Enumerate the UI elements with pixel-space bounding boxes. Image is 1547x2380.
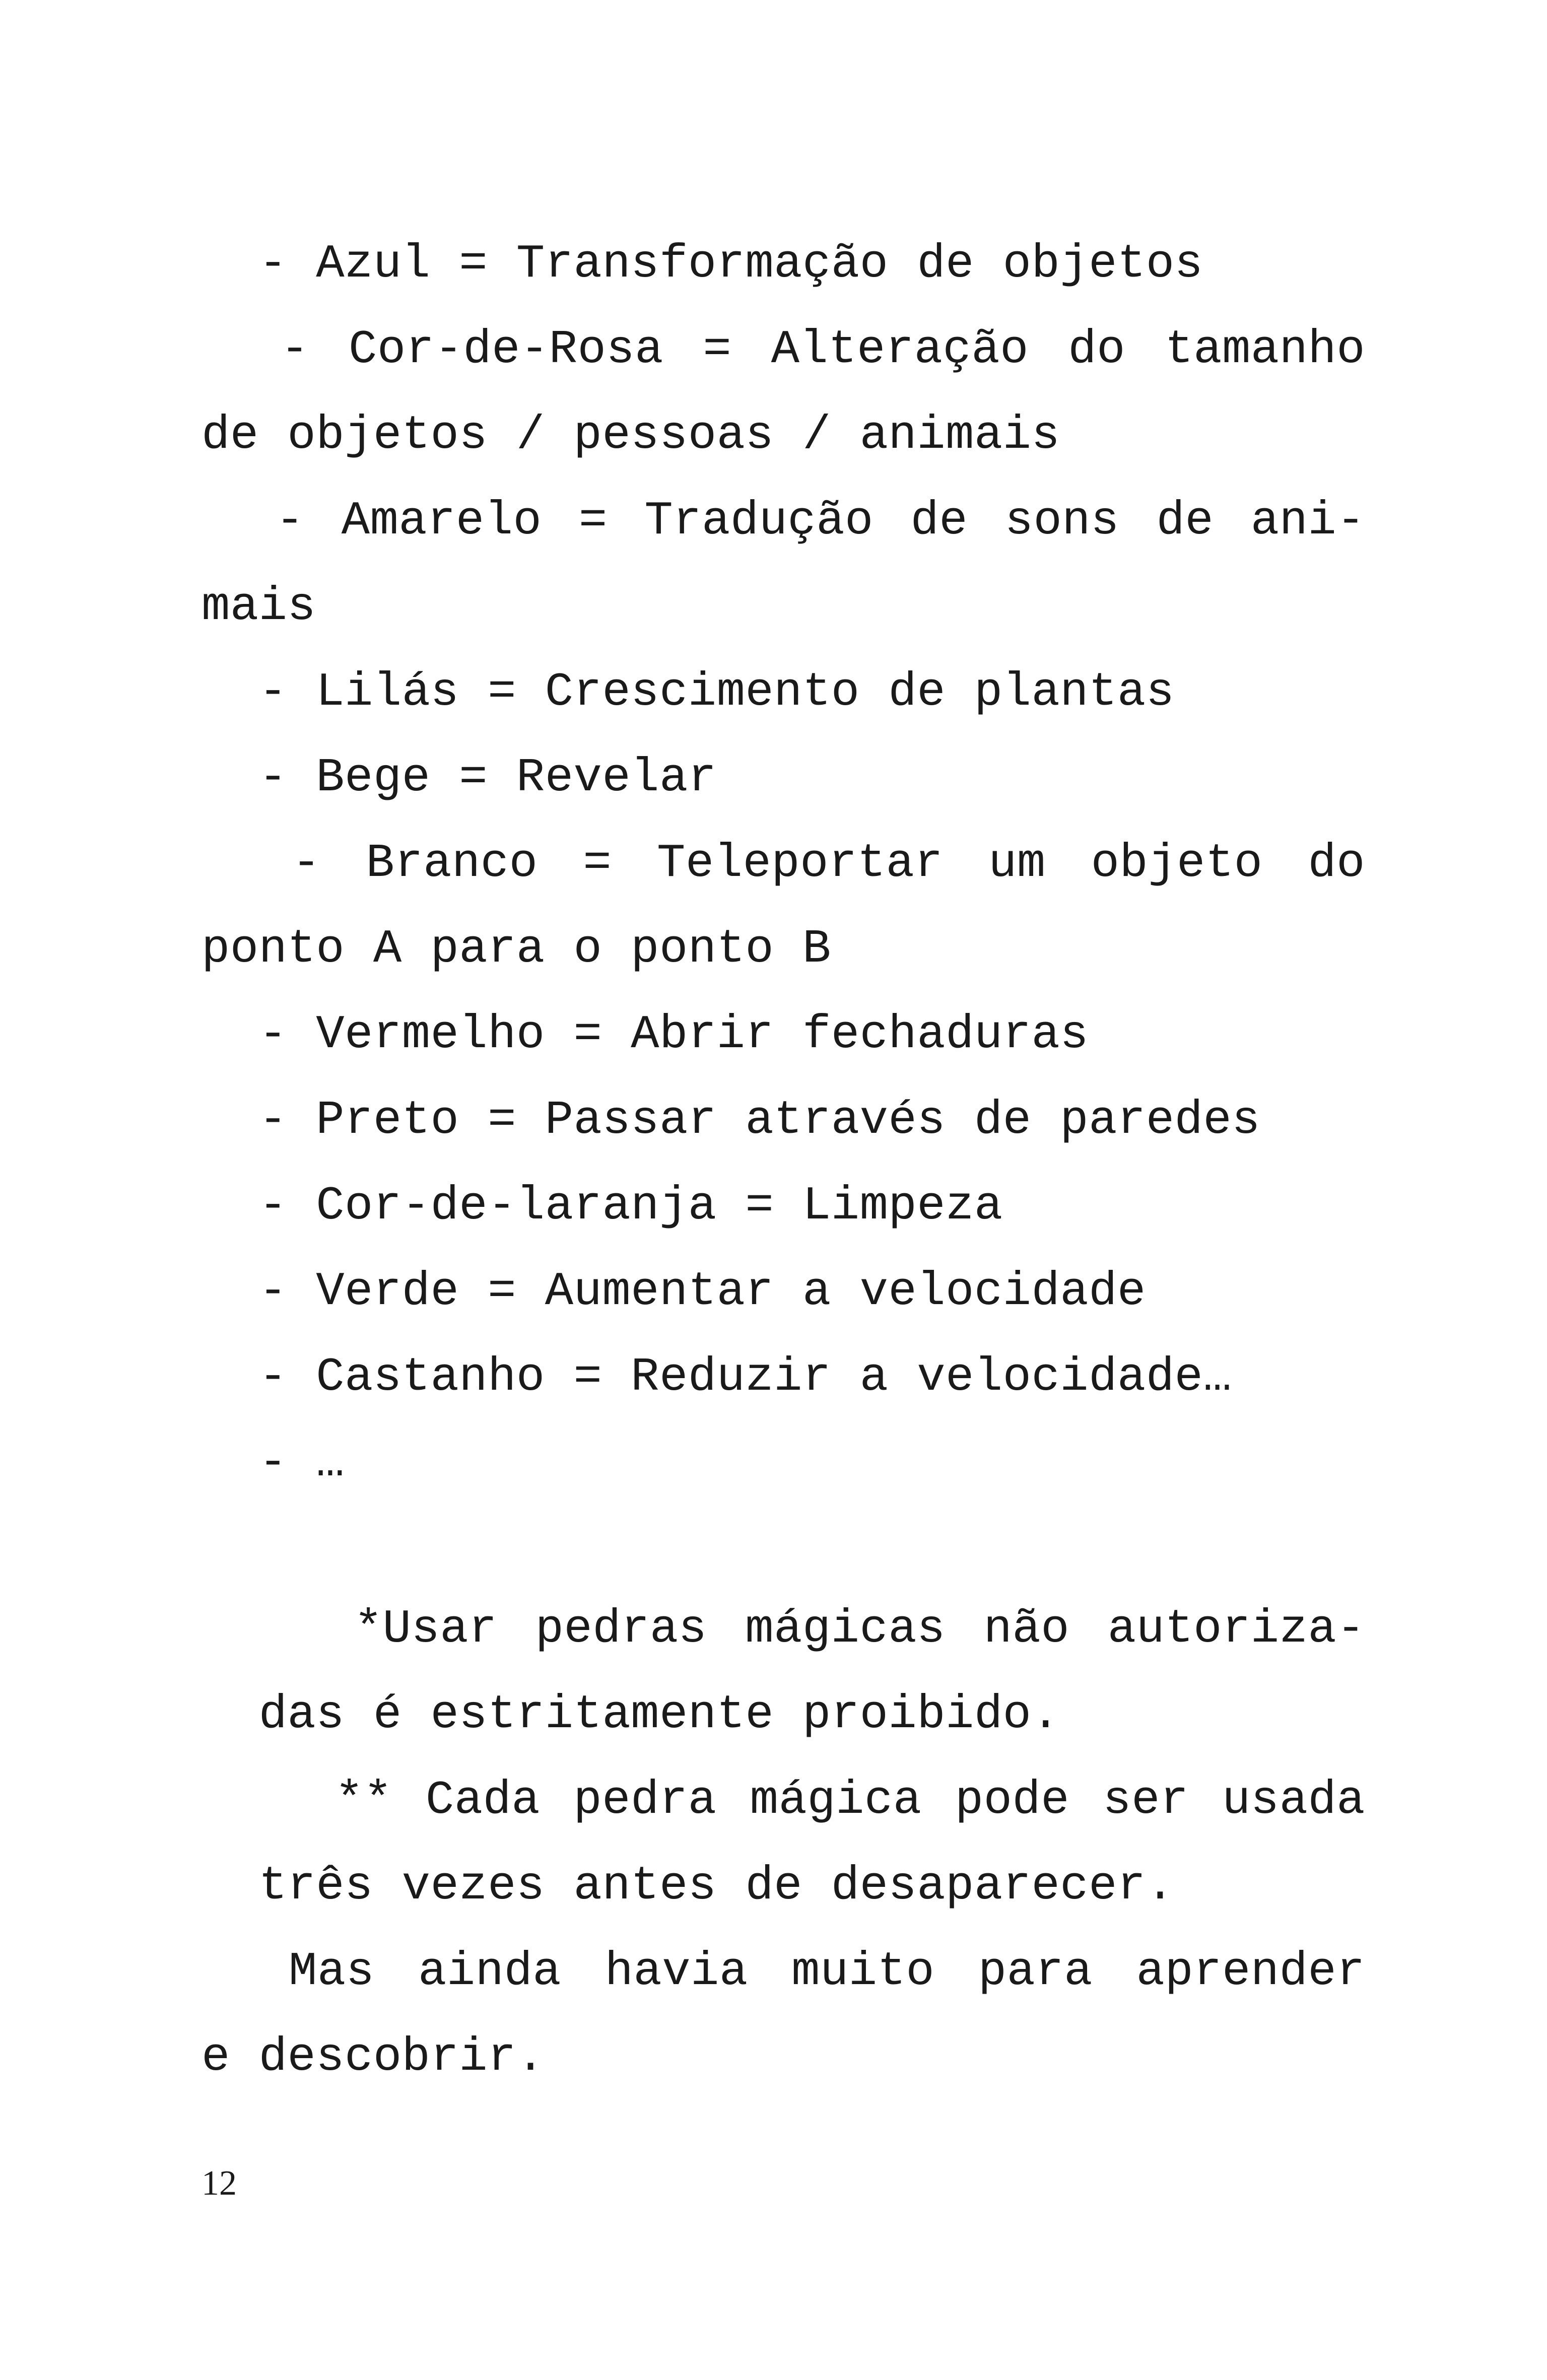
text-line: - Castanho = Reduzir a velocidade…	[201, 1351, 1232, 1404]
text-line: - …	[201, 1437, 345, 1490]
text-line: - Amarelo = Tradução de sons de ani-	[201, 495, 1365, 548]
text-line: - Preto = Passar através de paredes	[201, 1094, 1260, 1147]
text-line: - Lilás = Crescimento de plantas	[201, 666, 1175, 719]
text-line: - Azul = Transformação de objetos	[201, 238, 1203, 291]
page-number: 12	[201, 2164, 237, 2203]
text-line: ponto A para o ponto B	[201, 923, 831, 976]
text-line: - Cor-de-laranja = Limpeza	[201, 1180, 1003, 1233]
text-line: - Cor-de-Rosa = Alteração do tamanho	[201, 323, 1365, 377]
text-line: das é estritamente proibido.	[201, 1688, 1060, 1742]
text-line: e descobrir.	[201, 2031, 545, 2084]
text-line: - Bege = Revelar	[201, 752, 717, 805]
text-line: ** Cada pedra mágica pode ser usada	[201, 1774, 1365, 1827]
text-line: - Branco = Teleportar um objeto do	[201, 837, 1365, 891]
text-line: três vezes antes de desaparecer.	[201, 1860, 1175, 1913]
text-line: Mas ainda havia muito para aprender	[201, 1945, 1365, 1999]
text-line: *Usar pedras mágicas não autoriza-	[201, 1603, 1365, 1656]
text-line: de objetos / pessoas / animais	[201, 409, 1060, 462]
text-line: - Vermelho = Abrir fechaduras	[201, 1008, 1089, 1062]
text-line: mais	[201, 580, 316, 634]
text-line: - Verde = Aumentar a velocidade	[201, 1265, 1146, 1319]
